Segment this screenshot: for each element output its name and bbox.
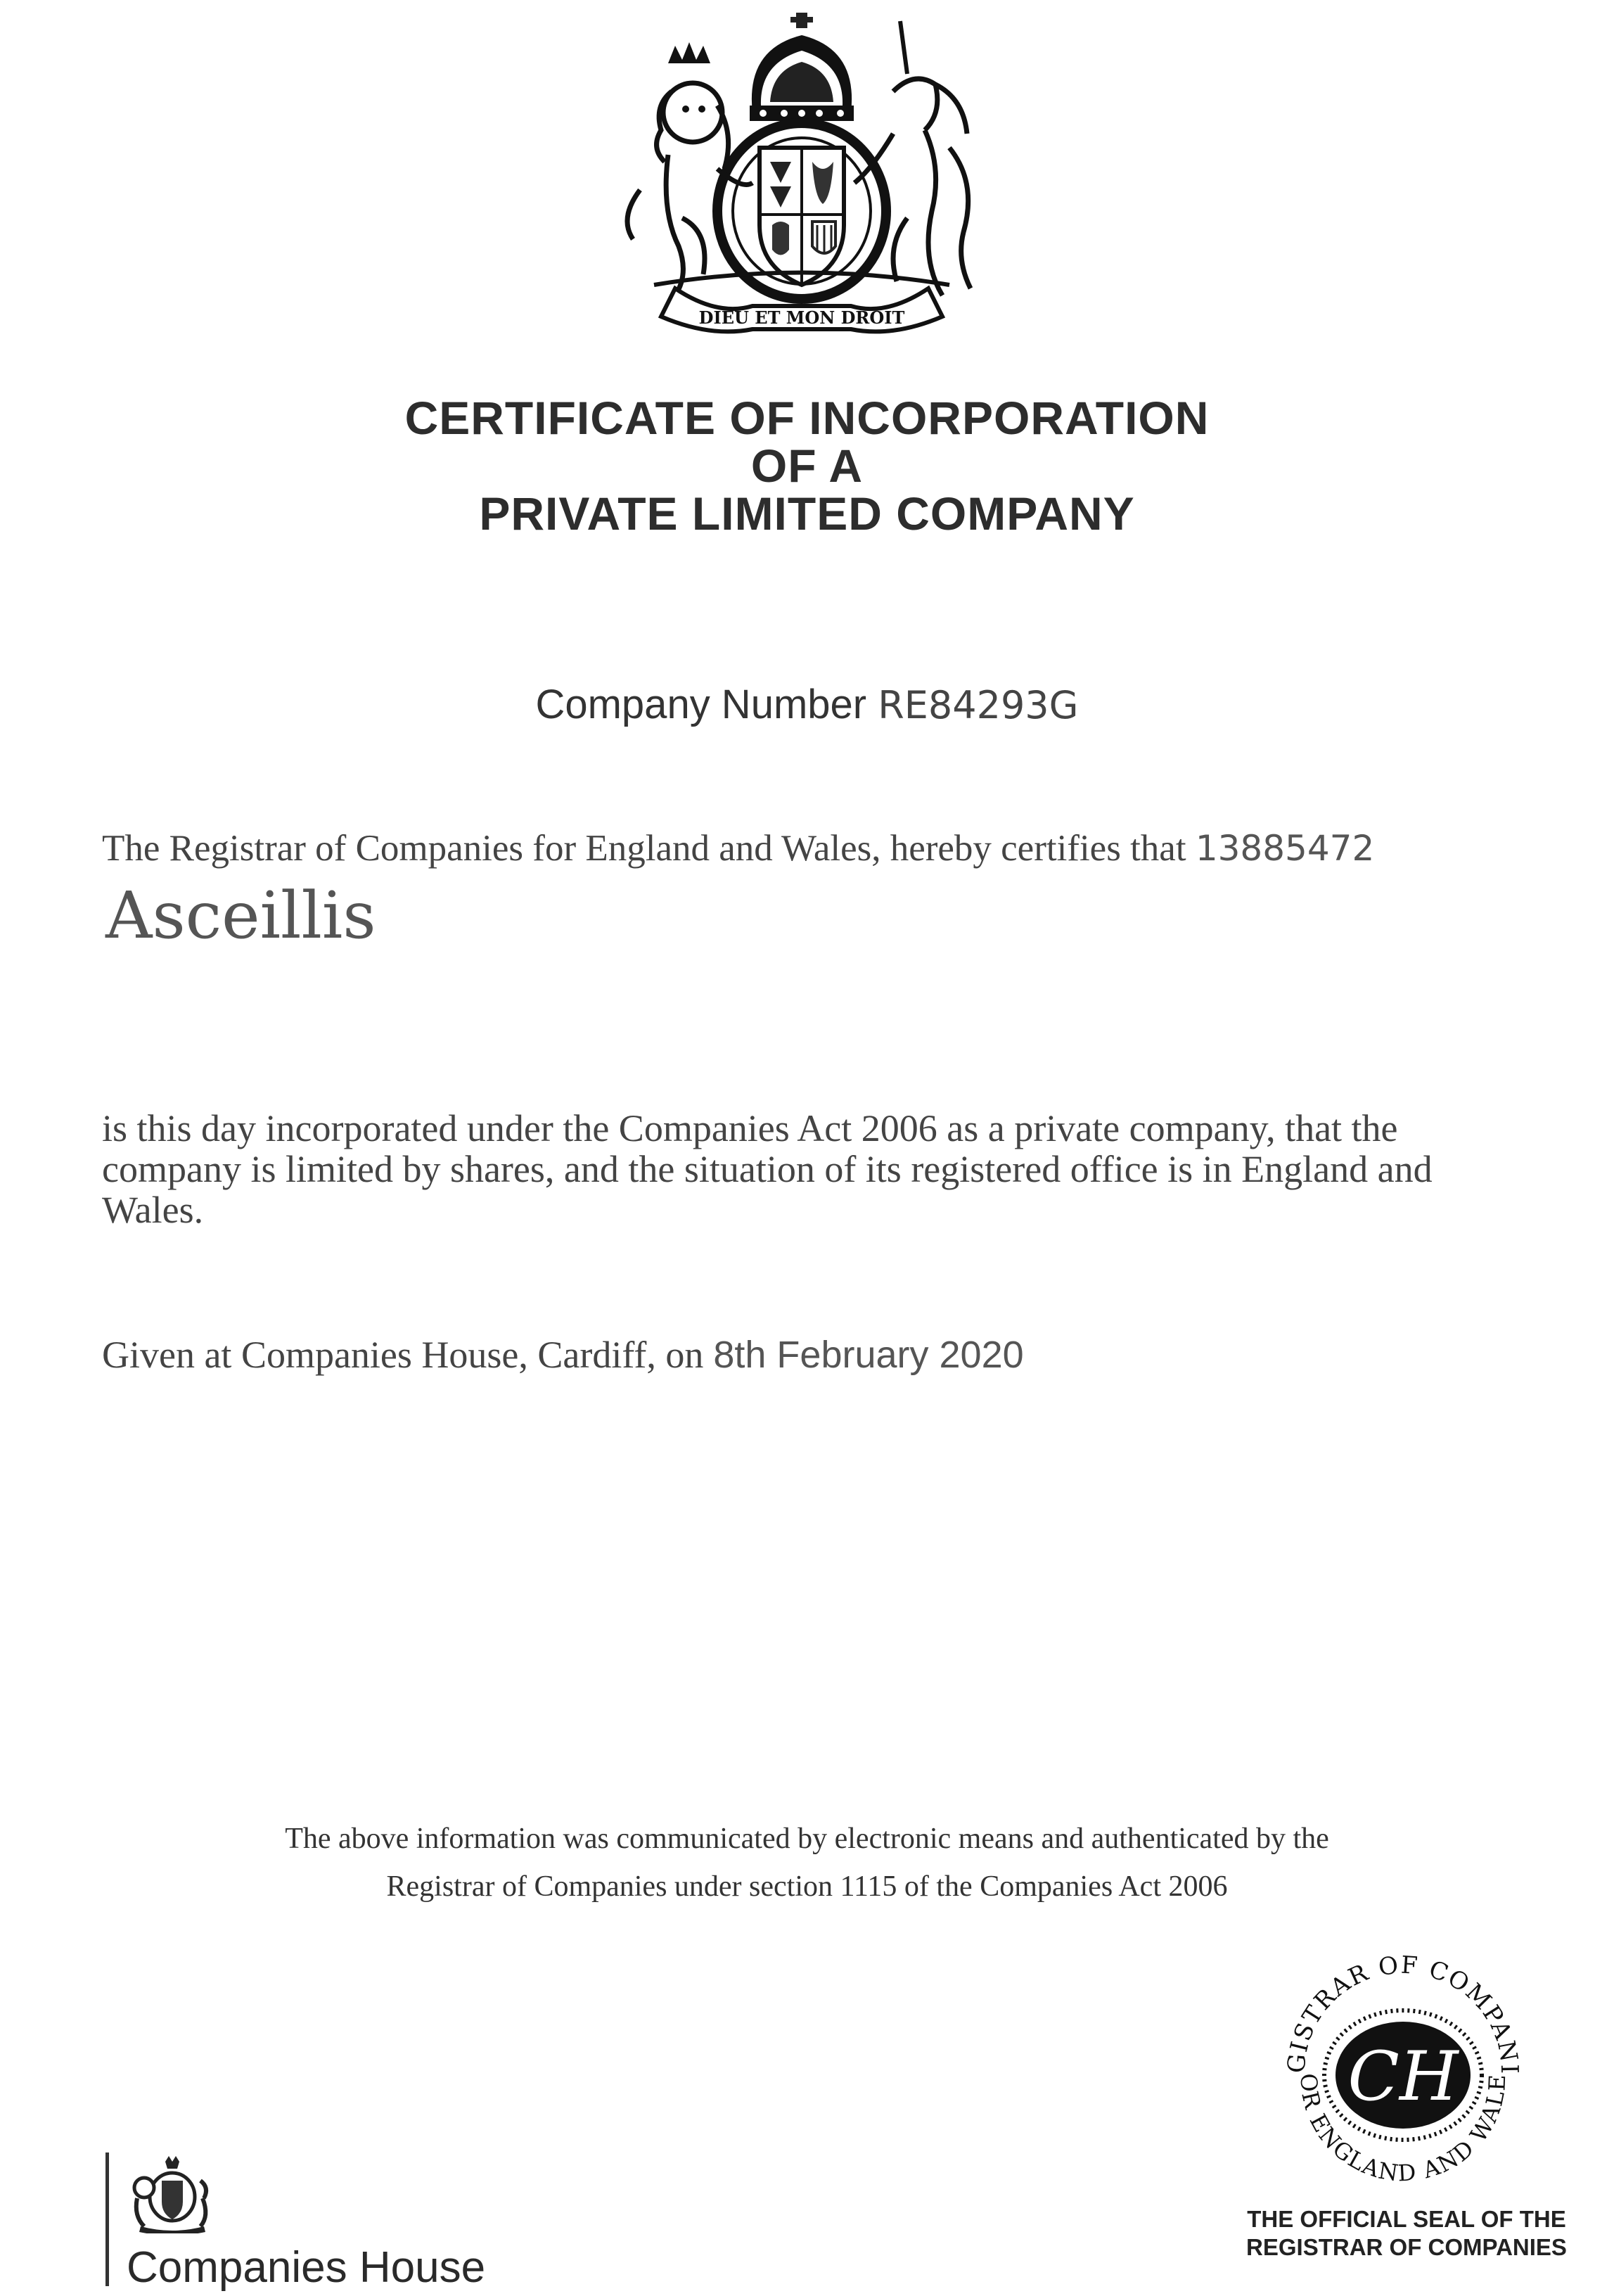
given-line bbox=[102, 1333, 1024, 1377]
seal-ring-top-text: GISTRAR OF COMPANI bbox=[1282, 1951, 1524, 2076]
companies-house-logo bbox=[105, 2152, 527, 2292]
authentication-statement bbox=[0, 1815, 1614, 1911]
registrar-statement-text: The Registrar of Companies for England and Wales, hereby certifies that bbox=[102, 828, 1186, 869]
incorporation-text: is this day incorporated under the Companies Act 2006 as a private company, that the company is limited by shares, and the situation of its registered office is in England and Wales. bbox=[102, 1107, 1433, 1231]
official-seal bbox=[1262, 1931, 1544, 2212]
incorporation-date: 8th February 2020 bbox=[713, 1334, 1024, 1376]
seal-caption-line-1: THE OFFICIAL SEAL OF THE bbox=[1247, 2206, 1566, 2232]
title-line-3: PRIVATE LIMITED COMPANY bbox=[479, 487, 1135, 540]
registration-number: 13885472 bbox=[1195, 828, 1375, 869]
small-crest-icon bbox=[127, 2156, 218, 2233]
given-text: Given at Companies House, Cardiff, on bbox=[102, 1334, 704, 1376]
registrar-statement bbox=[102, 827, 1374, 869]
seal-caption bbox=[1210, 2205, 1603, 2262]
certificate-title bbox=[0, 392, 1614, 540]
title-line-2: OF A bbox=[750, 440, 864, 492]
companies-house-logo-text: Companies House bbox=[127, 2243, 486, 2292]
seal-ring-bottom-text: OR ENGLAND AND WALE bbox=[1295, 2072, 1511, 2187]
royal-coat-of-arms bbox=[612, 7, 992, 338]
authentication-line-2: Registrar of Companies under section 1115 of the Companies Act 2006 bbox=[386, 1870, 1228, 1903]
title-line-1: CERTIFICATE OF INCORPORATION bbox=[404, 392, 1210, 444]
company-name: Asceillis bbox=[105, 878, 376, 953]
seal-monogram: CH bbox=[1347, 2037, 1459, 2116]
logo-bar bbox=[105, 2152, 109, 2286]
company-number-label: Company Number bbox=[535, 682, 867, 727]
company-number-value: RE84293G bbox=[878, 683, 1079, 727]
seal-caption-line-2: REGISTRAR OF COMPANIES bbox=[1246, 2234, 1567, 2260]
motto-text: DIEU ET MON DROIT bbox=[698, 307, 905, 328]
company-number-line bbox=[0, 681, 1614, 728]
authentication-line-1: The above information was communicated by electronic means and authenticated by the bbox=[285, 1823, 1329, 1855]
